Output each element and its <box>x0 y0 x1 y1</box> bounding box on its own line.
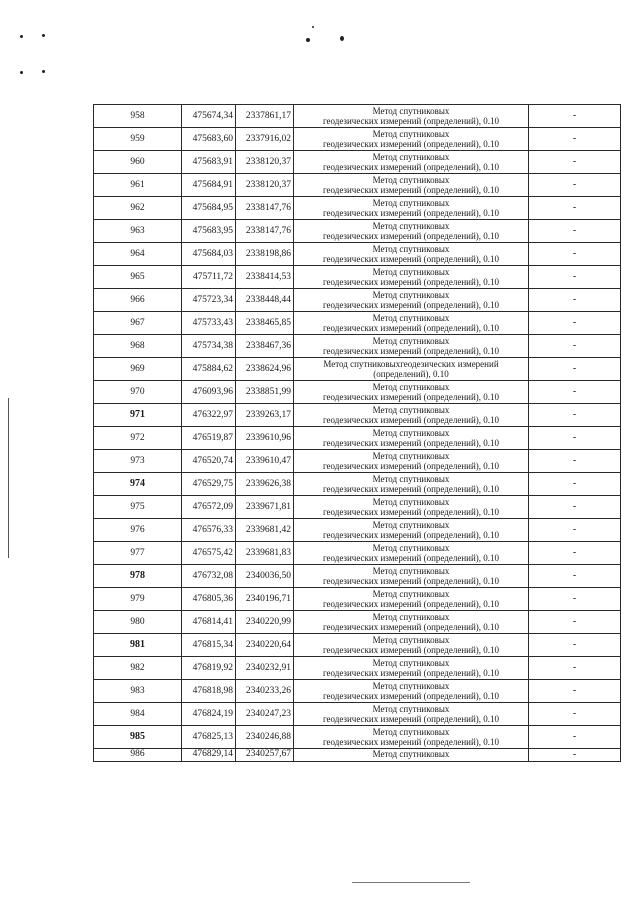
method-line-2: геодезических измерений (определений), 0.10 <box>322 415 500 425</box>
method-line-2: геодезических измерений (определений), 0.10 <box>322 576 500 586</box>
table-row <box>94 588 621 611</box>
coordinate-x-cell: 476576,33 <box>182 519 236 542</box>
method-cell <box>294 266 529 289</box>
method-line-2: геодезических измерений (определений), 0.10 <box>322 461 500 471</box>
coordinate-x-cell: 475733,43 <box>182 312 236 335</box>
method-line-2: геодезических измерений (определений), 0.10 <box>322 484 500 494</box>
method-line-1: Метод спутниковых <box>372 473 450 484</box>
method-cell <box>294 128 529 151</box>
point-number-cell: 959 <box>94 128 182 151</box>
method-cell <box>294 519 529 542</box>
coordinate-y-cell: 2338147,76 <box>236 197 294 220</box>
method-line-2: геодезических измерений (определений), 0.10 <box>322 139 500 149</box>
coordinate-y-cell: 2338467,36 <box>236 335 294 358</box>
table-row <box>94 565 621 588</box>
method-line-2: геодезических измерений (определений), 0.10 <box>322 645 500 655</box>
table-row <box>94 542 621 565</box>
coordinates-table-body <box>94 105 621 762</box>
method-line-2: геодезических измерений (определений), 0.10 <box>322 277 500 287</box>
coordinate-y-cell: 2339681,83 <box>236 542 294 565</box>
method-cell <box>294 335 529 358</box>
coordinate-x-cell: 475683,91 <box>182 151 236 174</box>
method-cell <box>294 611 529 634</box>
method-line-1: Метод спутниковых <box>372 634 450 645</box>
description-cell: - <box>529 358 621 381</box>
coordinate-y-cell: 2339610,96 <box>236 427 294 450</box>
coordinate-y-cell: 2337861,17 <box>236 105 294 128</box>
method-line-2: геодезических измерений (определений), 0.10 <box>322 553 500 563</box>
table-row <box>94 404 621 427</box>
point-number-cell: 973 <box>94 450 182 473</box>
coordinate-x-cell: 475684,03 <box>182 243 236 266</box>
description-cell: - <box>529 450 621 473</box>
table-row <box>94 381 621 404</box>
table-row <box>94 335 621 358</box>
point-number-cell: 971 <box>94 404 182 427</box>
method-line-1: Метод спутниковых <box>372 657 450 668</box>
coordinate-y-cell: 2340196,71 <box>236 588 294 611</box>
point-number-cell: 970 <box>94 381 182 404</box>
coordinate-y-cell: 2338120,37 <box>236 174 294 197</box>
method-line-1: Метод спутниковых <box>372 197 450 208</box>
table-row <box>94 634 621 657</box>
table-row <box>94 496 621 519</box>
coordinate-y-cell: 2340233,26 <box>236 680 294 703</box>
scan-speck <box>312 26 314 28</box>
method-cell <box>294 680 529 703</box>
method-cell <box>294 427 529 450</box>
method-cell <box>294 381 529 404</box>
description-cell: - <box>529 312 621 335</box>
point-number-cell: 966 <box>94 289 182 312</box>
table-row <box>94 703 621 726</box>
method-line-1: Метод спутниковых <box>372 128 450 139</box>
coordinate-y-cell: 2339610,47 <box>236 450 294 473</box>
point-number-cell: 962 <box>94 197 182 220</box>
coordinate-x-cell: 476322,97 <box>182 404 236 427</box>
method-cell <box>294 151 529 174</box>
method-line-1: Метод спутниковых <box>372 565 450 576</box>
description-cell: - <box>529 105 621 128</box>
coordinate-x-cell: 475683,60 <box>182 128 236 151</box>
table-row <box>94 611 621 634</box>
method-line-1: Метод спутниковых <box>372 220 450 231</box>
point-number-cell: 984 <box>94 703 182 726</box>
coordinate-y-cell: 2338120,37 <box>236 151 294 174</box>
method-line-1: Метод спутниковых <box>372 611 450 622</box>
point-number-cell: 974 <box>94 473 182 496</box>
table-row <box>94 266 621 289</box>
coordinate-y-cell: 2338624,96 <box>236 358 294 381</box>
table-row <box>94 289 621 312</box>
coordinate-y-cell: 2340247,23 <box>236 703 294 726</box>
table-row <box>94 749 621 762</box>
point-number-cell: 968 <box>94 335 182 358</box>
scan-speck <box>42 34 45 37</box>
method-line-1: Метод спутниковых <box>372 289 450 300</box>
description-cell: - <box>529 496 621 519</box>
coordinate-x-cell: 475683,95 <box>182 220 236 243</box>
method-line-2: геодезических измерений (определений), 0.10 <box>322 599 500 609</box>
description-cell: - <box>529 197 621 220</box>
point-number-cell: 961 <box>94 174 182 197</box>
method-line-1: Метод спутниковых <box>372 174 450 185</box>
method-line-1: Метод спутниковыхгеодезических измерений <box>323 358 499 369</box>
method-cell <box>294 565 529 588</box>
method-cell <box>294 220 529 243</box>
description-cell: - <box>529 243 621 266</box>
scan-speck <box>340 36 344 41</box>
method-line-1: Метод спутниковых <box>372 542 450 553</box>
table-row <box>94 151 621 174</box>
scan-speck <box>20 35 23 38</box>
point-number-cell: 972 <box>94 427 182 450</box>
method-line-2: геодезических измерений (определений), 0.10 <box>322 392 500 402</box>
coordinate-y-cell: 2339681,42 <box>236 519 294 542</box>
method-line-2: геодезических измерений (определений), 0.10 <box>322 714 500 724</box>
table-row <box>94 358 621 381</box>
method-cell <box>294 197 529 220</box>
coordinate-x-cell: 476805,36 <box>182 588 236 611</box>
scan-speck <box>306 38 310 42</box>
method-cell <box>294 588 529 611</box>
coordinate-y-cell: 2339626,38 <box>236 473 294 496</box>
method-cell <box>294 726 529 749</box>
method-cell <box>294 404 529 427</box>
coordinate-x-cell: 475734,38 <box>182 335 236 358</box>
coordinate-y-cell: 2338414,53 <box>236 266 294 289</box>
method-line-2: геодезических измерений (определений), 0.10 <box>322 737 500 747</box>
table-row <box>94 128 621 151</box>
method-line-2: геодезических измерений (определений), 0.10 <box>322 507 500 517</box>
coordinate-x-cell: 475684,91 <box>182 174 236 197</box>
method-line-2: геодезических измерений (определений), 0.10 <box>322 116 500 126</box>
coordinate-x-cell: 475723,34 <box>182 289 236 312</box>
coordinate-x-cell: 475684,95 <box>182 197 236 220</box>
method-line-1: Метод спутниковых <box>372 726 450 737</box>
method-line-1: Метод спутниковых <box>372 496 450 507</box>
coordinate-y-cell: 2340257,67 <box>236 749 294 762</box>
footer-line <box>352 882 470 883</box>
table-row <box>94 473 621 496</box>
description-cell: - <box>529 749 621 762</box>
method-cell <box>294 105 529 128</box>
table-row <box>94 519 621 542</box>
point-number-cell: 978 <box>94 565 182 588</box>
coordinate-y-cell: 2338147,76 <box>236 220 294 243</box>
description-cell: - <box>529 680 621 703</box>
method-line-2: геодезических измерений (определений), 0.10 <box>322 346 500 356</box>
description-cell: - <box>529 151 621 174</box>
method-line-2: геодезических измерений (определений), 0.10 <box>322 691 500 701</box>
coordinate-x-cell: 476732,08 <box>182 565 236 588</box>
coordinate-x-cell: 476829,14 <box>182 749 236 762</box>
description-cell: - <box>529 404 621 427</box>
method-line-2: геодезических измерений (определений), 0.10 <box>322 323 500 333</box>
point-number-cell: 960 <box>94 151 182 174</box>
coordinate-y-cell: 2340246,88 <box>236 726 294 749</box>
coordinate-x-cell: 476819,92 <box>182 657 236 680</box>
coordinate-y-cell: 2340232,91 <box>236 657 294 680</box>
method-line-2: геодезических измерений (определений), 0.10 <box>322 208 500 218</box>
description-cell: - <box>529 427 621 450</box>
method-line-1: Метод спутниковых <box>372 680 450 691</box>
point-number-cell: 976 <box>94 519 182 542</box>
table-row <box>94 427 621 450</box>
method-cell <box>294 450 529 473</box>
description-cell: - <box>529 634 621 657</box>
method-line-1: Метод спутниковых <box>372 243 450 254</box>
coordinate-x-cell: 476814,41 <box>182 611 236 634</box>
method-cell <box>294 473 529 496</box>
coordinate-y-cell: 2338851,99 <box>236 381 294 404</box>
coordinate-y-cell: 2340036,50 <box>236 565 294 588</box>
coordinate-x-cell: 475674,34 <box>182 105 236 128</box>
point-number-cell: 965 <box>94 266 182 289</box>
description-cell: - <box>529 726 621 749</box>
method-line-1: Метод спутниковых <box>372 450 450 461</box>
point-number-cell: 967 <box>94 312 182 335</box>
point-number-cell: 982 <box>94 657 182 680</box>
coordinate-x-cell: 475711,72 <box>182 266 236 289</box>
method-line-1: Метод спутниковых <box>372 151 450 162</box>
description-cell: - <box>529 174 621 197</box>
table-row <box>94 197 621 220</box>
method-line-2: (определений), 0.10 <box>373 369 449 379</box>
scan-speck <box>42 70 45 73</box>
coordinate-y-cell: 2338465,85 <box>236 312 294 335</box>
method-line-1: Метод спутниковых <box>372 381 450 392</box>
coordinate-x-cell: 475884,62 <box>182 358 236 381</box>
description-cell: - <box>529 588 621 611</box>
method-line-2: геодезических измерений (определений), 0.10 <box>322 530 500 540</box>
coordinate-y-cell: 2339671,81 <box>236 496 294 519</box>
point-number-cell: 964 <box>94 243 182 266</box>
point-number-cell: 975 <box>94 496 182 519</box>
table-row <box>94 680 621 703</box>
method-line-1: Метод спутниковых <box>372 519 450 530</box>
method-line-2: геодезических измерений (определений), 0.10 <box>322 622 500 632</box>
point-number-cell: 983 <box>94 680 182 703</box>
point-number-cell: 979 <box>94 588 182 611</box>
coordinate-x-cell: 476520,74 <box>182 450 236 473</box>
method-cell <box>294 657 529 680</box>
method-line-2: геодезических измерений (определений), 0.10 <box>322 185 500 195</box>
point-number-cell: 963 <box>94 220 182 243</box>
method-cell <box>294 289 529 312</box>
point-number-cell: 986 <box>94 749 182 762</box>
description-cell: - <box>529 289 621 312</box>
coordinate-x-cell: 476093,96 <box>182 381 236 404</box>
coordinate-x-cell: 476519,87 <box>182 427 236 450</box>
method-cell <box>294 634 529 657</box>
method-line-1: Метод спутниковых <box>372 404 450 415</box>
point-number-cell: 981 <box>94 634 182 657</box>
coordinate-x-cell: 476572,09 <box>182 496 236 519</box>
method-cell <box>294 703 529 726</box>
scan-margin-line <box>8 398 9 558</box>
point-number-cell: 958 <box>94 105 182 128</box>
table-row <box>94 174 621 197</box>
table-row <box>94 450 621 473</box>
table-row <box>94 657 621 680</box>
table-row <box>94 220 621 243</box>
coordinate-y-cell: 2339263,17 <box>236 404 294 427</box>
coordinate-y-cell: 2340220,99 <box>236 611 294 634</box>
coordinate-x-cell: 476529,75 <box>182 473 236 496</box>
method-line-1: Метод спутниковых <box>372 312 450 323</box>
coordinate-x-cell: 476815,34 <box>182 634 236 657</box>
point-number-cell: 969 <box>94 358 182 381</box>
method-line-2: геодезических измерений (определений), 0.10 <box>322 254 500 264</box>
method-cell <box>294 542 529 565</box>
method-line-1: Метод спутниковых <box>372 266 450 277</box>
method-line-2: геодезических измерений (определений), 0.10 <box>322 300 500 310</box>
method-line-1: Метод спутниковых <box>372 105 450 116</box>
point-number-cell: 977 <box>94 542 182 565</box>
method-cell <box>294 312 529 335</box>
method-cell <box>294 358 529 381</box>
point-number-cell: 985 <box>94 726 182 749</box>
method-cell <box>294 749 529 762</box>
method-line-2: геодезических измерений (определений), 0.10 <box>322 231 500 241</box>
method-cell <box>294 496 529 519</box>
point-number-cell: 980 <box>94 611 182 634</box>
scan-speck <box>20 71 23 74</box>
coordinate-x-cell: 476575,42 <box>182 542 236 565</box>
description-cell: - <box>529 703 621 726</box>
coordinate-x-cell: 476825,13 <box>182 726 236 749</box>
method-cell <box>294 243 529 266</box>
table-row <box>94 105 621 128</box>
table-row <box>94 726 621 749</box>
coordinate-y-cell: 2338198,86 <box>236 243 294 266</box>
method-line-1: Метод спутниковых <box>372 749 450 759</box>
coordinates-table <box>93 104 621 762</box>
method-line-2: геодезических измерений (определений), 0.10 <box>322 668 500 678</box>
description-cell: - <box>529 266 621 289</box>
description-cell: - <box>529 335 621 358</box>
description-cell: - <box>529 611 621 634</box>
method-line-2: геодезических измерений (определений), 0.10 <box>322 438 500 448</box>
description-cell: - <box>529 657 621 680</box>
coordinate-y-cell: 2338448,44 <box>236 289 294 312</box>
table-row <box>94 243 621 266</box>
description-cell: - <box>529 128 621 151</box>
description-cell: - <box>529 519 621 542</box>
method-line-1: Метод спутниковых <box>372 703 450 714</box>
table-row <box>94 312 621 335</box>
coordinate-y-cell: 2337916,02 <box>236 128 294 151</box>
method-line-2: геодезических измерений (определений), 0.10 <box>322 162 500 172</box>
description-cell: - <box>529 473 621 496</box>
method-line-1: Метод спутниковых <box>372 588 450 599</box>
description-cell: - <box>529 220 621 243</box>
description-cell: - <box>529 565 621 588</box>
method-line-1: Метод спутниковых <box>372 335 450 346</box>
description-cell: - <box>529 381 621 404</box>
method-cell <box>294 174 529 197</box>
coordinate-x-cell: 476818,98 <box>182 680 236 703</box>
method-line-1: Метод спутниковых <box>372 427 450 438</box>
coordinate-x-cell: 476824,19 <box>182 703 236 726</box>
description-cell: - <box>529 542 621 565</box>
coordinate-y-cell: 2340220,64 <box>236 634 294 657</box>
